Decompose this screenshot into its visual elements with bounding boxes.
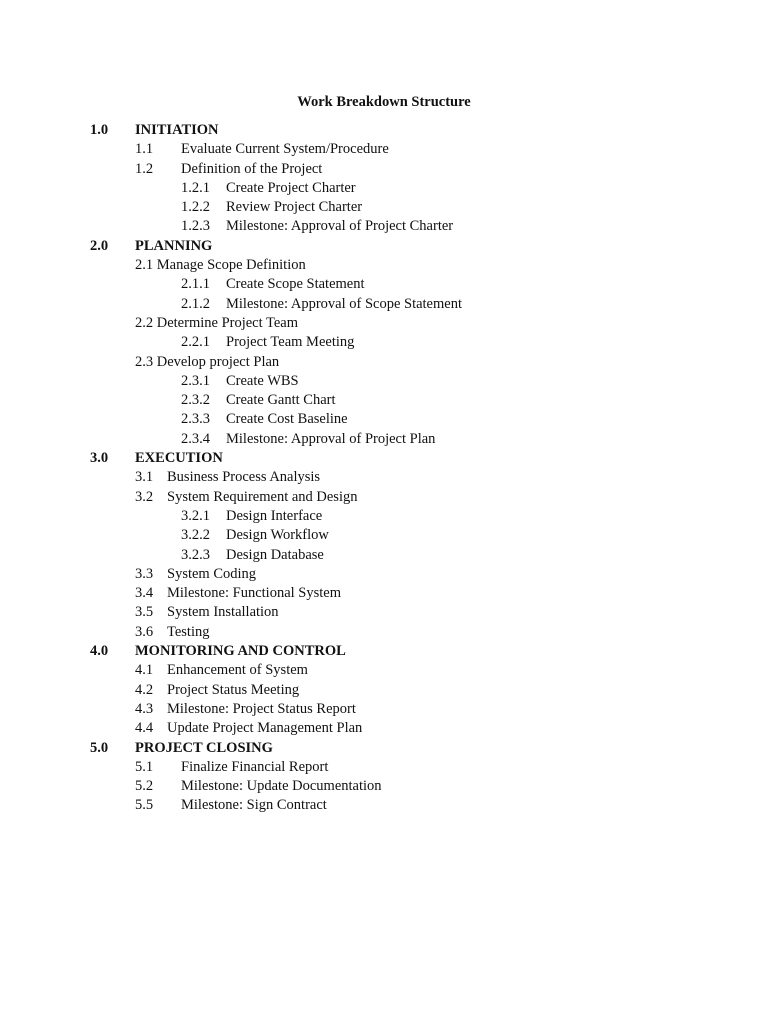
wbs-item <box>0 430 768 449</box>
wbs-item <box>0 468 768 487</box>
wbs-item <box>0 584 768 603</box>
wbs-item <box>0 160 768 179</box>
wbs-item-text: Milestone: Project Status Report <box>167 700 356 717</box>
wbs-item <box>0 777 768 796</box>
wbs-item-number: 4.3 <box>135 700 154 717</box>
wbs-item-text: Finalize Financial Report <box>181 758 329 775</box>
wbs-item <box>0 275 768 294</box>
wbs-item-number: 3.2.2 <box>181 527 210 544</box>
document-title: Work Breakdown Structure <box>297 94 471 110</box>
wbs-item-number: 2.3.4 <box>181 430 210 447</box>
wbs-item <box>0 256 768 275</box>
wbs-item-number: 2.3.3 <box>181 411 210 428</box>
wbs-item-number: 2.3.2 <box>181 392 210 409</box>
wbs-item <box>0 603 768 622</box>
wbs-item-number: 4.1 <box>135 662 154 679</box>
wbs-item-number: 5.0 <box>90 739 109 756</box>
wbs-item <box>0 314 768 333</box>
wbs-phase <box>0 121 768 140</box>
wbs-item-number: 2.2.1 <box>181 334 210 351</box>
wbs-item-number: 4.2 <box>135 681 154 698</box>
wbs-item <box>0 700 768 719</box>
wbs-item-number: 3.1 <box>135 469 154 486</box>
wbs-item-text: Milestone: Approval of Project Charter <box>226 218 454 235</box>
wbs-item-number: 1.2.1 <box>181 179 210 196</box>
wbs-phase <box>0 739 768 758</box>
wbs-item-number: 3.3 <box>135 565 154 582</box>
wbs-item-text: Create Gantt Chart <box>226 392 336 409</box>
wbs-item-text: Update Project Management Plan <box>167 720 363 737</box>
wbs-item <box>0 353 768 372</box>
wbs-item-text: Milestone: Functional System <box>167 585 341 602</box>
wbs-item <box>0 661 768 680</box>
wbs-item <box>0 198 768 217</box>
wbs-item-number: 1.2.3 <box>181 218 210 235</box>
wbs-item-text: System Requirement and Design <box>167 488 358 505</box>
wbs-item-number: 3.6 <box>135 623 154 640</box>
wbs-item-number: 1.2 <box>135 160 154 177</box>
wbs-item-number: 3.2.3 <box>181 546 210 563</box>
wbs-item-text: Project Team Meeting <box>226 334 355 351</box>
wbs-item-number: 5.1 <box>135 758 154 775</box>
wbs-item-text: Create Cost Baseline <box>226 411 348 428</box>
wbs-item-number: 3.2.1 <box>181 507 210 524</box>
wbs-item-number: 3.0 <box>90 450 109 467</box>
wbs-item <box>0 488 768 507</box>
wbs-item <box>0 796 768 815</box>
wbs-item-text: Business Process Analysis <box>167 469 321 486</box>
wbs-item-text: Project Status Meeting <box>167 681 300 698</box>
wbs-item <box>0 623 768 642</box>
wbs-item <box>0 179 768 198</box>
wbs-item-text: Create Project Charter <box>226 179 356 196</box>
wbs-item-text: Milestone: Approval of Scope Statement <box>226 295 462 312</box>
wbs-outline <box>0 121 768 816</box>
wbs-item-text: Milestone: Sign Contract <box>181 797 327 814</box>
wbs-item-number: 1.2.2 <box>181 199 210 216</box>
wbs-item <box>0 333 768 352</box>
wbs-phase <box>0 237 768 256</box>
wbs-item-number: 3.5 <box>135 604 154 621</box>
wbs-item-text: EXECUTION <box>135 450 223 467</box>
wbs-item-text: Create WBS <box>226 372 299 389</box>
wbs-item <box>0 391 768 410</box>
wbs-item <box>0 217 768 236</box>
wbs-item-number: 4.4 <box>135 720 154 737</box>
wbs-item-number: 2.3.1 <box>181 372 210 389</box>
wbs-item-text: Evaluate Current System/Procedure <box>181 141 389 158</box>
wbs-item-text: 2.2 Determine Project Team <box>135 314 298 331</box>
wbs-item-text: Testing <box>167 623 210 640</box>
wbs-item <box>0 140 768 159</box>
wbs-item <box>0 719 768 738</box>
wbs-item-text: Milestone: Update Documentation <box>181 778 382 795</box>
wbs-item-number: 2.0 <box>90 237 109 254</box>
wbs-item-number: 1.1 <box>135 141 154 158</box>
wbs-item-text: Design Interface <box>226 507 323 524</box>
wbs-item <box>0 681 768 700</box>
wbs-phase <box>0 449 768 468</box>
wbs-item-text: Design Workflow <box>226 527 329 544</box>
wbs-item-text: INITIATION <box>135 122 219 138</box>
wbs-item-text: Definition of the Project <box>181 160 323 177</box>
wbs-item <box>0 546 768 565</box>
wbs-item-text: 2.1 Manage Scope Definition <box>135 257 306 274</box>
wbs-phase <box>0 642 768 661</box>
wbs-item-text: PLANNING <box>135 237 213 254</box>
wbs-item-text: MONITORING AND CONTROL <box>135 643 346 660</box>
wbs-item-text: Design Database <box>226 546 324 563</box>
wbs-item-text: 2.3 Develop project Plan <box>135 353 280 370</box>
wbs-item <box>0 507 768 526</box>
wbs-item-number: 5.5 <box>135 797 154 814</box>
wbs-item-text: Enhancement of System <box>167 662 308 679</box>
wbs-item <box>0 565 768 584</box>
wbs-item-text: Review Project Charter <box>226 199 363 216</box>
wbs-item <box>0 526 768 545</box>
wbs-item-text: PROJECT CLOSING <box>135 739 273 756</box>
wbs-item-number: 1.0 <box>90 122 109 138</box>
wbs-item <box>0 410 768 429</box>
wbs-item-number: 3.2 <box>135 488 154 505</box>
wbs-item <box>0 758 768 777</box>
wbs-item-text: Milestone: Approval of Project Plan <box>226 430 436 447</box>
wbs-item-number: 2.1.2 <box>181 295 210 312</box>
wbs-item-number: 3.4 <box>135 585 154 602</box>
wbs-item <box>0 295 768 314</box>
wbs-item-number: 4.0 <box>90 643 109 660</box>
wbs-item <box>0 372 768 391</box>
wbs-item-text: System Coding <box>167 565 257 582</box>
wbs-item-text: System Installation <box>167 604 279 621</box>
wbs-item-number: 2.1.1 <box>181 276 210 293</box>
wbs-item-text: Create Scope Statement <box>226 276 365 293</box>
wbs-item-number: 5.2 <box>135 778 154 795</box>
